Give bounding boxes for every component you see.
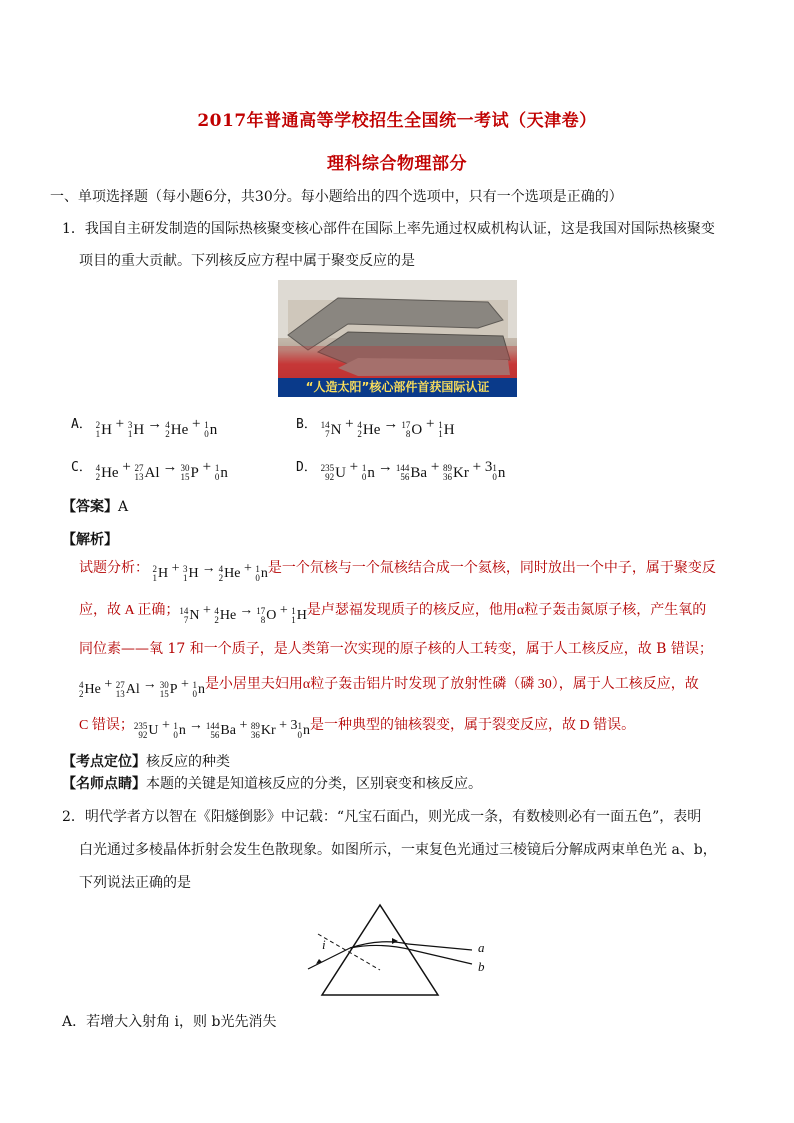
mingshi-value: 本题的关键是知道核反应的分类，区别衰变和核反应。 xyxy=(146,776,482,792)
q1-line1 xyxy=(62,218,715,238)
analysis-a2: 应，故 A 正确； xyxy=(79,603,180,618)
ray-arrow-a xyxy=(392,938,398,944)
q1-text-1: 我国自主研发制造的国际热核聚变核心部件在国际上率先通过权威机构认证，这是我国对国际热核聚变 xyxy=(84,221,715,237)
mingshi xyxy=(62,773,482,793)
q2-text-1: 明代学者方以智在《阳燧倒影》中记载：“凡宝石面凸，则光成一条，有数棱则必有一面五色”，表明 xyxy=(84,809,702,825)
analysis-line-1: 试题分析： 2 1 H + 3 1 H → 4 2 He + 1 0 n是一个氘核与一个氚核结合成一个氦核，同时放出一个中子，属于聚变反 xyxy=(79,561,716,583)
section-header: 一、单项选择题（每小题6分，共30分。每小题给出的四个选项中，只有一个选项是正确的） xyxy=(50,189,623,205)
analysis-line-2: 应，故 A 正确； 14 7 N + 4 2 He → 17 8 O + 1 1 H是卢瑟福发现质子的核反应，他用α粒子轰击氮原子核，产生氧的 xyxy=(79,603,707,625)
photo-caption: “人造太阳”核心部件首获国际认证 xyxy=(278,378,517,397)
mingshi-label: 【名师点睛】 xyxy=(62,776,146,792)
opt-d-label: D． xyxy=(296,460,317,475)
exam-title: 2017年普通高等学校招生全国统一考试（天津卷） xyxy=(197,111,597,131)
exam-subtitle: 理科综合物理部分 xyxy=(327,154,467,174)
kaodian-value: 核反应的种类 xyxy=(146,754,230,770)
analysis-line-3: 同位素——氧 17 和一个质子，是人类第一次实现的原子核的人工转变，属于人工核反应，故 B 错误； xyxy=(79,641,713,657)
label-i: i xyxy=(322,937,326,952)
refracted-ray-b xyxy=(350,945,412,950)
prism-diagram xyxy=(300,900,500,1000)
kaodian-label: 【考点定位】 xyxy=(62,754,146,770)
label-b: b xyxy=(478,959,485,974)
answer-value: A xyxy=(118,499,129,515)
analysis-b: 是卢瑟福发现质子的核反应，他用α粒子轰击氮原子核，产生氧的 xyxy=(306,603,707,618)
exit-ray-b xyxy=(412,950,472,964)
analysis-c2: C 错误； xyxy=(79,718,134,733)
q1-option-b: B． 14 7 N + 4 2 He → 17 8 O + 1 1 H xyxy=(296,416,455,439)
label-a: a xyxy=(478,940,485,955)
q2-option-a: A．若增大入射角 i，则 b光先消失 xyxy=(62,1014,277,1030)
analysis-prefix: 试题分析： xyxy=(79,561,149,576)
q2-line3: 下列说法正确的是 xyxy=(79,875,191,891)
analysis-line-4: 4 2 He + 27 13 Al → 30 15 P + 1 0 n是小居里夫妇用α粒子轰击铝片时发现了放射性磷（磷 30），属于人工核反应，故 xyxy=(79,677,699,699)
q1-line2: 项目的重大贡献。下列核反应方程中属于聚变反应的是 xyxy=(79,253,415,269)
analysis-a: 是一个氘核与一个氚核结合成一个氦核，同时放出一个中子，属于聚变反 xyxy=(267,561,716,576)
q1-number: 1． xyxy=(62,221,85,237)
analysis-d: 是一种典型的铀核裂变，属于裂变反应，故 D 错误。 xyxy=(310,718,636,733)
answer-label: 【答案】 xyxy=(62,499,118,515)
exit-ray-a xyxy=(408,944,472,950)
q1-option-c: C． 4 2 He + 27 13 Al → 30 15 P + 1 0 n xyxy=(71,459,228,482)
prism-triangle xyxy=(322,905,438,995)
normal-line xyxy=(318,934,380,970)
q1-option-d: D． 235 92 U + 1 0 n → 144 56 Ba + 89 36 Kr + 3 1 0 n xyxy=(296,459,506,482)
opt-a-label: A． xyxy=(71,417,92,432)
analysis-c: 是小居里夫妇用α粒子轰击铝片时发现了放射性磷（磷 30），属于人工核反应，故 xyxy=(204,677,699,692)
q2-line1 xyxy=(62,806,701,826)
kaodian xyxy=(62,751,230,771)
incident-ray xyxy=(308,948,350,969)
opt-c-label: C． xyxy=(71,460,92,475)
reactor-photo xyxy=(278,280,517,397)
opt-b-label: B． xyxy=(296,417,317,432)
analysis-label: 【解析】 xyxy=(62,532,118,548)
q1-answer xyxy=(62,496,128,516)
analysis-line-5: C 错误； 235 92 U + 1 0 n → 144 56 Ba + 89 36 Kr + 3 1 0 n是一种典型的铀核裂变，属于裂变反应，故 D 错误。 xyxy=(79,718,636,740)
q1-option-a: A． 2 1 H + 3 1 H → 4 2 He + 1 0 n xyxy=(71,416,218,439)
q2-number: 2． xyxy=(62,809,85,825)
q2-line2: 白光通过多棱晶体折射会发生色散现象。如图所示，一束复色光通过三棱镜后分解成两束单色光 a、b， xyxy=(79,842,717,858)
